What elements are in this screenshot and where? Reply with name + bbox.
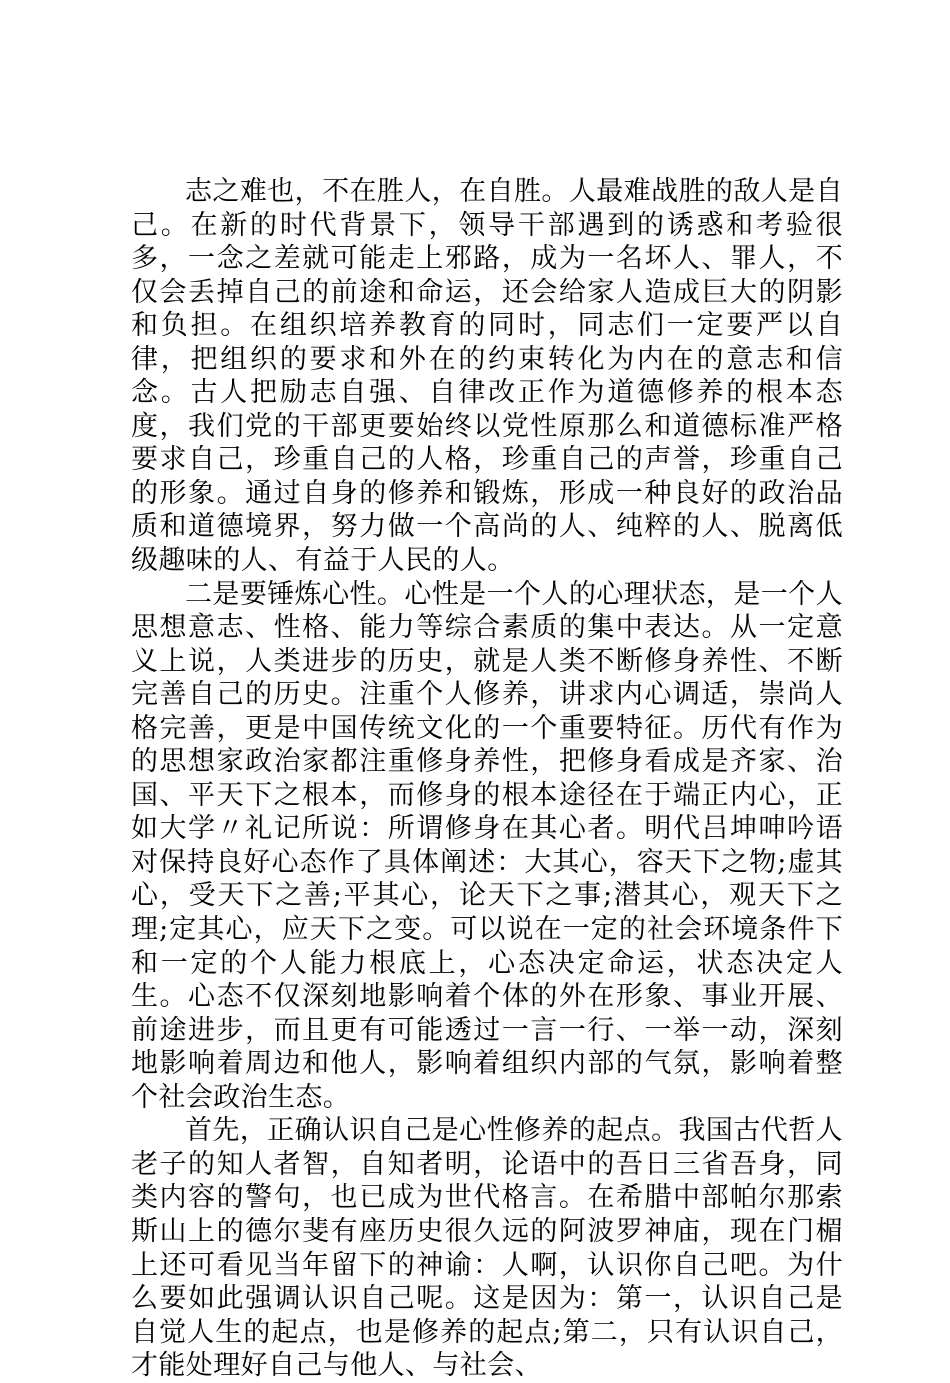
body-text bbox=[131, 175, 843, 1383]
paragraph-know-yourself: 首先，正确认识自己是心性修养的起点。我国古代哲人老子的知人者智，自知者明，论语中的吾日三省吾身，同类内容的警句，也已成为世代格言。在希腊中部帕尔那索斯山上的德尔斐有座历史很久远的阿波罗神庙，现在门楣上还可看见当年留下的神谕：人啊，认识你自己吧。为什么要如此强调认识自己呢。这是因为：第一，认识自己是自觉人生的起点，也是修养的起点;第二，只有认识自己，才能处理好自己与他人、与社会、 bbox=[131, 1115, 843, 1382]
paragraph-self-discipline: 志之难也，不在胜人，在自胜。人最难战胜的敌人是自己。在新的时代背景下，领导干部遇到的诱惑和考验很多，一念之差就可能走上邪路，成为一名坏人、罪人，不仅会丢掉自己的前途和命运，还会给家人造成巨大的阴影和负担。在组织培养教育的同时，同志们一定要严以自律，把组织的要求和外在的约束转化为内在的意志和信念。古人把励志自强、自律改正作为道德修养的根本态度，我们党的干部更要始终以党性原那么和道德标准严格要求自己，珍重自己的人格，珍重自己的声誉，珍重自己的形象。通过自身的修养和锻炼，形成一种良好的政治品质和道德境界，努力做一个高尚的人、纯粹的人、脱离低级趣味的人、有益于人民的人。 bbox=[131, 176, 843, 577]
paragraph-temper-mind: 二是要锤炼心性。心性是一个人的心理状态，是一个人思想意志、性格、能力等综合素质的集中表达。从一定意义上说，人类进步的历史，就是人类不断修身养性、不断完善自己的历史。注重个人修养，讲求内心调适，崇尚人格完善，更是中国传统文化的一个重要特征。历代有作为的思想家政治家都注重修身养性，把修身看成是齐家、治国、平天下之根本，而修身的根本途径在于端正内心，正如大学〃礼记所说：所谓修身在其心者。明代吕坤呻吟语对保持良好心态作了具体阐述：大其心，容天下之物;虚其心，受天下之善;平其心，论天下之事;潜其心，观天下之理;定其心，应天下之变。可以说在一定的社会环境条件下和一定的个人能力根底上，心态决定命运，状态决定人生。心态不仅深刻地影响着个体的外在形象、事业开展、前途进步，而且更有可能透过一言一行、一举一动，深刻地影响着周边和他人，影响着组织内部的气氛，影响着整个社会政治生态。 bbox=[131, 578, 843, 1113]
